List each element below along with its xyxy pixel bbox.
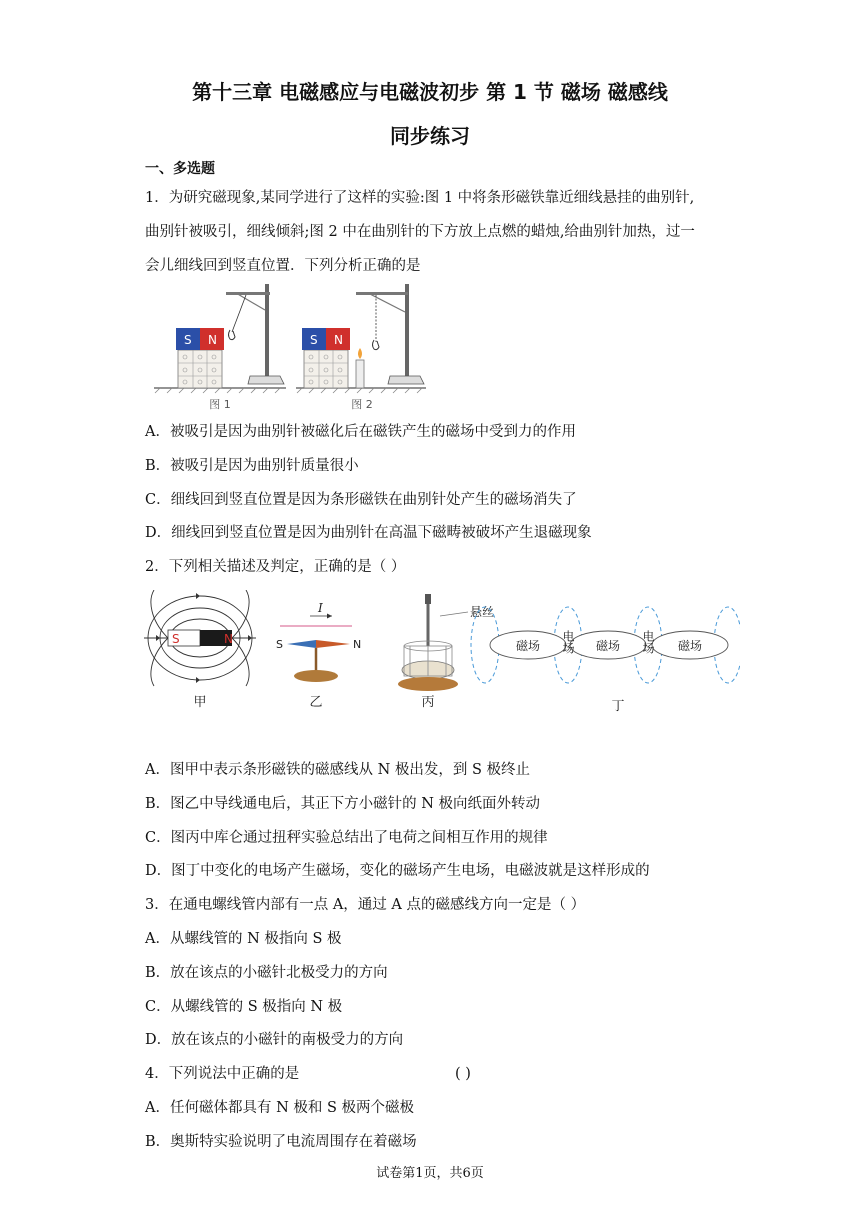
figure-jia-magnet-field [144, 590, 256, 710]
figure-ding-em-wave [471, 607, 740, 714]
q2-option-a: A．图甲中表示条形磁铁的磁感线从 N 极出发，到 S 极终止 [145, 762, 531, 778]
figure-ding-label: 丁 [611, 699, 625, 714]
magnetic-field-label: 磁场 [515, 639, 541, 653]
magnet-s-label: S [310, 333, 318, 347]
q4-option-b: B．奥斯特实验说明了电流周围存在着磁场 [145, 1134, 417, 1150]
electric-field-label: 电场 [561, 630, 575, 654]
page-title: 第十三章 电磁感应与电磁波初步 第 1 节 磁场 磁感线 [192, 80, 668, 104]
figure-bing-label: 丙 [421, 695, 435, 710]
q1-option-b: B．被吸引是因为曲别针质量很小 [145, 458, 359, 474]
suspension-label: 悬丝 [470, 605, 495, 619]
q1-stem-line: 1．为研究磁现象,某同学进行了这样的实验:图 1 中将条形磁铁靠近细线悬挂的曲别针, [145, 190, 695, 206]
figure-jia-label: 甲 [193, 695, 207, 710]
q3-option-a: A．从螺线管的 N 极指向 S 极 [145, 931, 342, 947]
q1-stem-line: 会儿细线回到竖直位置．下列分析正确的是 [145, 258, 421, 274]
electric-field-label: 电场 [641, 630, 655, 654]
section-heading: 一、多选题 [145, 161, 215, 177]
q2-option-c: C．图丙中库仑通过扭秤实验总结出了电荷之间相互作用的规律 [145, 830, 548, 846]
current-label: I [318, 601, 323, 615]
q4-option-a: A．任何磁体都具有 N 极和 S 极两个磁极 [145, 1100, 415, 1116]
magnet-n-label: N [334, 333, 343, 347]
bar-magnet [302, 328, 350, 350]
q1-stem-line: 曲别针被吸引，细线倾斜;图 2 中在曲别针的下方放上点燃的蜡烛,给曲别针加热，过一 [145, 224, 695, 240]
figure-yi-label: 乙 [309, 695, 323, 710]
q1-figure [150, 280, 430, 415]
figure-yi-wire-compass [276, 601, 361, 710]
figure-1-label: 图 1 [209, 398, 231, 411]
q3-option-c: C．从螺线管的 S 极指向 N 极 [145, 999, 343, 1015]
q2-figure [140, 590, 740, 720]
q2-option-d: D．图丁中变化的电场产生磁场，变化的磁场产生电场，电磁波就是这样形成的 [145, 863, 650, 879]
q3-option-b: B．放在该点的小磁针北极受力的方向 [145, 965, 388, 981]
magnetic-field-label: 磁场 [677, 639, 703, 653]
figure-bing-torsion-balance [398, 594, 494, 710]
experiment-figure-1 [154, 284, 286, 411]
magnet-n-label: N [224, 632, 233, 646]
page-footer: 试卷第1页，共6页 [376, 1166, 484, 1181]
needle-s-label: S [276, 638, 283, 651]
q3-option-d: D．放在该点的小磁针的南极受力的方向 [145, 1032, 404, 1048]
q1-option-c: C．细线回到竖直位置是因为条形磁铁在曲别针处产生的磁场消失了 [145, 492, 577, 508]
q2-option-b: B．图乙中导线通电后，其正下方小磁针的 N 极向纸面外转动 [145, 796, 541, 812]
needle-n-label: N [353, 638, 362, 651]
page-subtitle: 同步练习 [390, 124, 470, 148]
q2-stem: 2．下列相关描述及判定，正确的是（ ） [145, 559, 406, 575]
figure-2-label: 图 2 [351, 398, 373, 411]
experiment-figure-2 [296, 284, 426, 411]
q3-stem: 3．在通电螺线管内部有一点 A，通过 A 点的磁感线方向一定是（ ） [145, 897, 586, 913]
q1-option-a: A．被吸引是因为曲别针被磁化后在磁铁产生的磁场中受到力的作用 [145, 424, 576, 440]
magnetic-field-label: 磁场 [595, 639, 621, 653]
q4-answer-paren: ( ) [455, 1066, 471, 1082]
magnet-s-label: S [172, 632, 180, 646]
magnet-n-label: N [208, 333, 217, 347]
magnet-s-label: S [184, 333, 192, 347]
bar-magnet [176, 328, 224, 350]
q1-option-d: D．细线回到竖直位置是因为曲别针在高温下磁畴被破坏产生退磁现象 [145, 525, 592, 541]
candle [356, 348, 364, 388]
q4-stem: 4．下列说法中正确的是 [145, 1066, 300, 1082]
